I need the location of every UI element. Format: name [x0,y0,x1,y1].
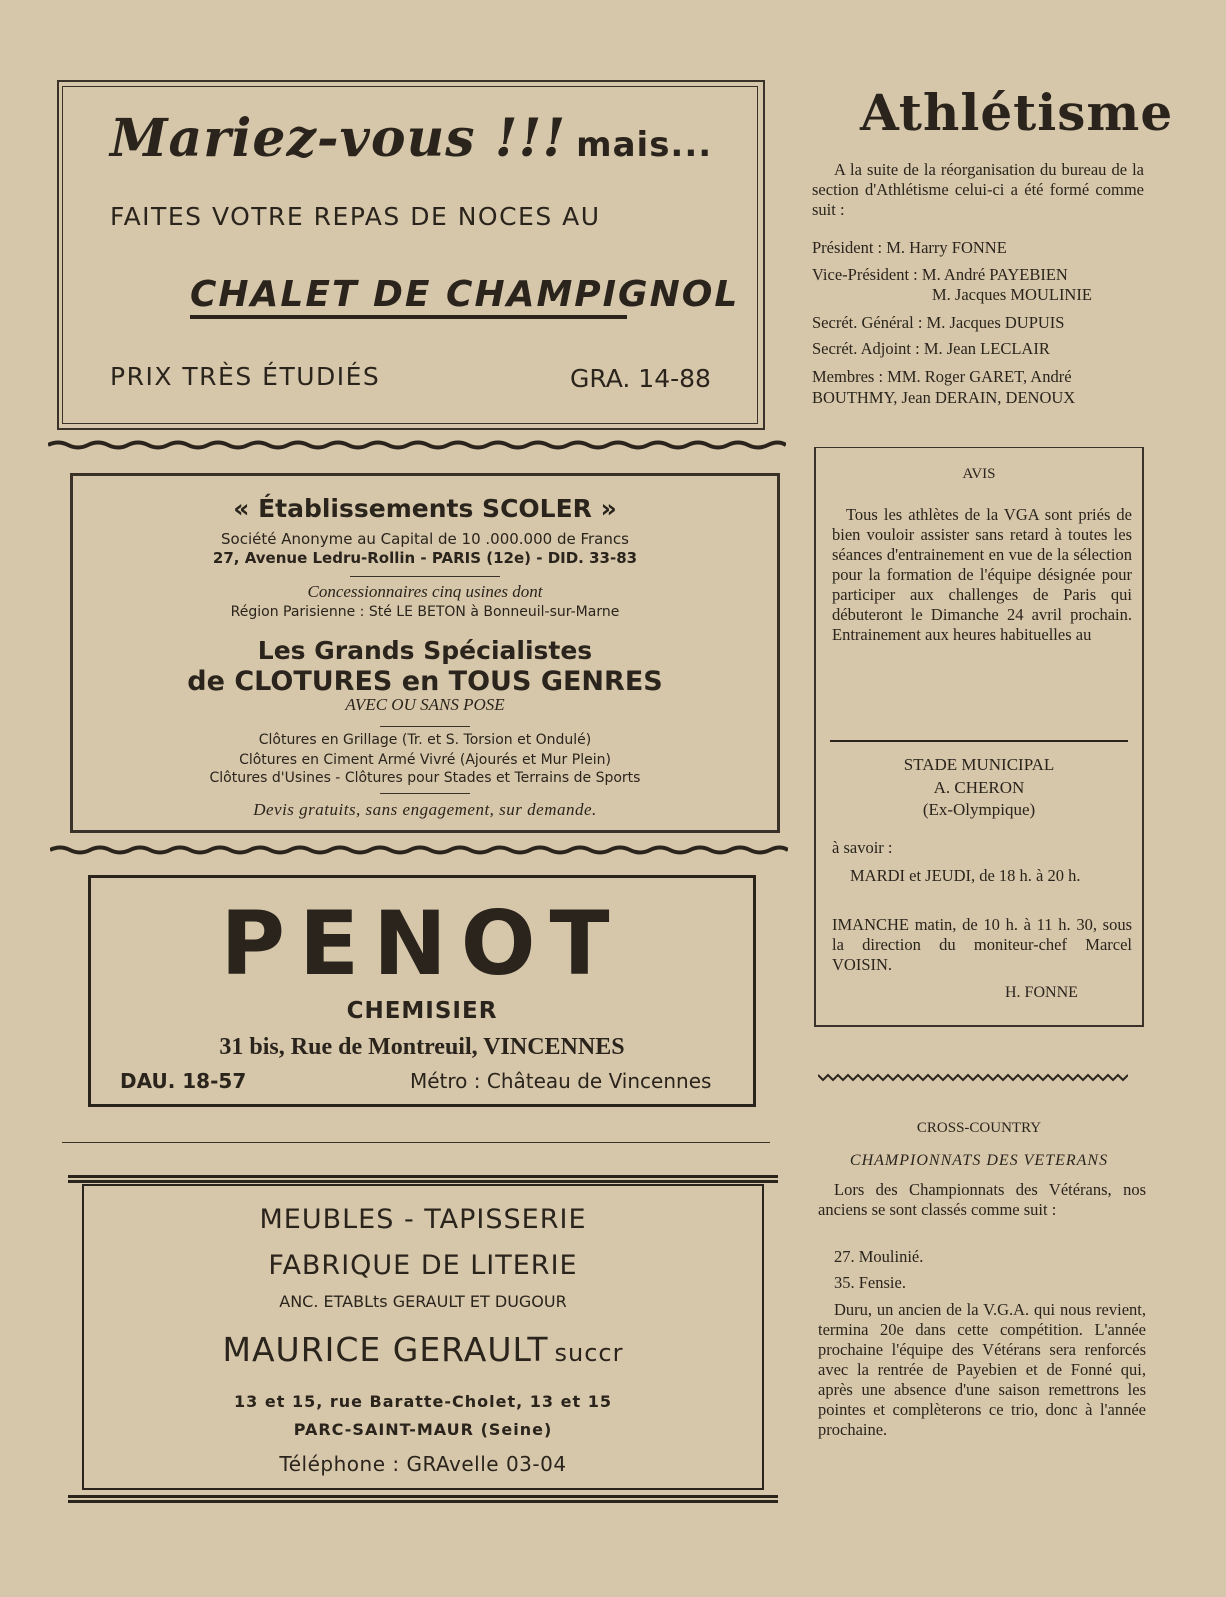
avis-title: AVIS [962,466,996,482]
ad-gerault-phone: Téléphone : GRAvelle 03-04 [279,1452,567,1476]
cross-result1: 27. Moulinié. [834,1247,924,1266]
ad-gerault-name-wrap [82,1330,764,1369]
avis-stade-line3: (Ex-Olympique) [922,800,1036,819]
athletisme-president: Président : M. Harry FONNE [812,238,1007,257]
ad-gerault-rule-bottom [68,1500,778,1503]
ad-gerault-name-suffix: succr [554,1339,624,1367]
athletisme-vice2: M. Jacques MOULINIE [932,285,1092,304]
ad-gerault-name: MAURICE GERAULT [222,1330,549,1369]
ad-chalet-venue: CHALET DE CHAMPIGNOL [190,274,740,315]
athletisme-intro: A la suite de la réorganisation du bureau de la section d'Athlétisme celui-ci a été formé comme suit : [812,160,1144,219]
athletisme-vice1: Vice-Président : M. André PAYEBIEN [812,265,1068,284]
ad-gerault-line2: FABRIQUE DE LITERIE [268,1250,578,1281]
ad-gerault-rule-bottom [68,1495,778,1498]
ad-gerault-rule-top [68,1180,778,1183]
ad-gerault-rule-top [68,1175,778,1178]
avis-stade-line2: A. CHERON [933,778,1025,797]
avis-dimanche: IMANCHE matin, de 10 h. à 11 h. 30, sous la direction du moniteur-chef Marcel VOISIN. [832,915,1132,974]
ad-gerault-line1: MEUBLES - TAPISSERIE [259,1204,587,1235]
athletisme-secretaire: Secrét. Général : M. Jacques DUPUIS [812,313,1065,332]
ad-chalet-subline: FAITES VOTRE REPAS DE NOCES AU [110,202,601,231]
ad-scoler-line2: 27, Avenue Ledru-Rollin - PARIS (12e) - DID. 33-83 [212,549,638,567]
avis-mardi: MARDI et JEUDI, de 18 h. à 20 h. [850,866,1081,885]
cross-paragraph2: Duru, un ancien de la V.G.A. qui nous revient, termina 20e dans cette compétition. L'année prochaine l'équipe des Vétérans sera renforcés avec la rentrée de Payebien et de Fonné qui, après une absence d'une saison remettrons les pointes et complèterons ce trio, donc à l'année prochaine. [818,1300,1146,1439]
ad-scoler-line1: Société Anonyme au Capital de 10 .000.000 de Francs [221,530,629,548]
cross-paragraph1: Lors des Championnats des Vétérans, nos anciens se sont classés comme suit : [818,1180,1146,1219]
ad-gerault-city: PARC-SAINT-MAUR (Seine) [293,1420,553,1439]
ad-chalet-phone: GRA. 14-88 [570,364,711,393]
ad-scoler-line8: Clôtures en Grillage (Tr. et S. Torsion et Ondulé) [258,732,592,748]
ad-scoler-line5: Les Grands Spécialistes [257,636,593,665]
ad-scoler-line9: Clôtures en Ciment Armé Vivré (Ajourés et Mur Plein) [239,752,611,768]
ad-penot-metro: Métro : Château de Vincennes [410,1069,712,1093]
zigzag-divider [818,1072,1128,1082]
athletisme-title: Athlétisme [860,83,1174,142]
avis-signature: H. FONNE [1005,984,1078,1001]
ad-scoler-rule [380,793,470,794]
ad-scoler-line7: AVEC OU SANS POSE [345,695,505,714]
cross-title: CROSS-COUNTRY [916,1120,1042,1136]
wavy-divider [50,845,788,855]
avis-stade-line1: STADE MUNICIPAL [903,755,1055,774]
ad-chalet-headline-suffix: mais... [576,125,713,165]
ad-scoler-rule [380,726,470,727]
athletisme-membres2: BOUTHMY, Jean DERAIN, DENOUX [812,388,1076,407]
ad-chalet-headline: Mariez-vous !!! [110,108,567,169]
avis-asavoir: à savoir : [832,838,893,857]
ad-gerault-address: 13 et 15, rue Baratte-Cholet, 13 et 15 [234,1392,612,1411]
ad-penot-name: PENOT [220,892,624,995]
ad-gerault-line3: ANC. ETABLts GERAULT ET DUGOUR [279,1292,567,1311]
ad-penot-phone: DAU. 18-57 [120,1069,247,1093]
ad-penot-address: 31 bis, Rue de Montreuil, VINCENNES [219,1034,625,1060]
athletisme-adjoint: Secrét. Adjoint : M. Jean LECLAIR [812,339,1050,358]
ad-chalet-venue-underline [190,315,627,319]
ad-chalet-prix: PRIX TRÈS ÉTUDIÉS [110,362,381,391]
separator-line [62,1142,770,1143]
athletisme-membres1: Membres : MM. Roger GARET, André [812,367,1072,386]
ad-scoler-line10: Clôtures d'Usines - Clôtures pour Stades et Terrains de Sports [209,770,641,786]
ad-scoler-rule [350,576,500,577]
ad-scoler-line4: Région Parisienne : Sté LE BETON à Bonneuil-sur-Marne [230,604,620,620]
ad-scoler-line6: de CLOTURES en TOUS GENRES [187,666,663,697]
wavy-divider [48,440,786,450]
cross-subtitle: CHAMPIONNATS DES VETERANS [849,1152,1109,1169]
ad-penot-trade: CHEMISIER [346,998,498,1024]
cross-result2: 35. Fensie. [834,1273,906,1292]
avis-rule [830,740,1128,742]
ad-scoler-line3: Concessionnaires cinq usines dont [307,582,543,601]
ad-chalet-headline-wrap [110,108,712,169]
ad-scoler-line11: Devis gratuits, sans engagement, sur demande. [253,800,597,819]
avis-body: Tous les athlètes de la VGA sont priés de bien vouloir assister sans retard à toutes les séances d'entrainement en vue de la sélection pour la formation de l'équipe désignée pour participer aux challenges de Paris qui débuteront le Dimanche 24 avril prochain. Entrainement aux heures habituelles au [832,505,1132,644]
ad-scoler-title: « Établissements SCOLER » [233,494,617,523]
